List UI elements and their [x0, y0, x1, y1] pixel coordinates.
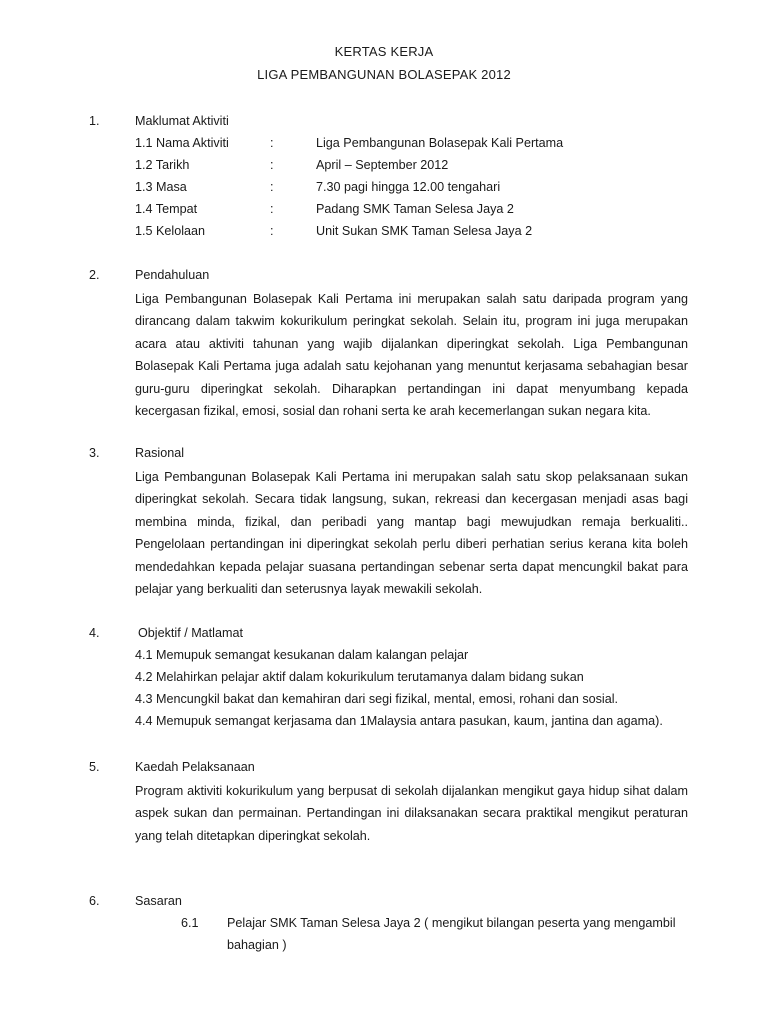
info-label: 1.2 Tarikh	[135, 158, 190, 172]
objective-item: 4.4 Memupuk semangat kerjasama dan 1Malaysia antara pasukan, kaum, jantina dan agama).	[135, 714, 663, 728]
section-paragraph: Liga Pembangunan Bolasepak Kali Pertama ini merupakan salah satu skop pelaksanaan sukan diperingkat sekolah. Secara tidak langsung, sukan, rekreasi dan kecergasan menjadi asas bagi membina minda, fizikal, dan peribadi yang mantap bagi mewujudkan remaja berkualiti.. Pengelolaan pertandingan ini diperingkat sekolah perlu diberi perhatian serius kerana kita boleh mendedahkan kepada pelajar suasana pertandingan sebenar serta dapat mencungkil bakat para pelajar yang berkualiti dan seterusnya layak mewakili sekolah.	[135, 470, 688, 597]
info-colon: :	[270, 180, 274, 194]
doc-subtitle: LIGA PEMBANGUNAN BOLASEPAK 2012	[257, 67, 511, 82]
info-value: April – September 2012	[316, 158, 449, 172]
info-label: 1.3 Masa	[135, 180, 187, 194]
objective-item: 4.2 Melahirkan pelajar aktif dalam kokurikulum terutamanya dalam bidang sukan	[135, 670, 584, 684]
info-value: Padang SMK Taman Selesa Jaya 2	[316, 202, 514, 216]
section-heading: Sasaran	[135, 894, 182, 908]
info-value: 7.30 pagi hingga 12.00 tengahari	[316, 180, 501, 194]
section-heading: Pendahuluan	[135, 268, 210, 282]
info-colon: :	[270, 136, 274, 150]
info-label: 1.4 Tempat	[135, 202, 198, 216]
section-heading: Kaedah Pelaksanaan	[135, 760, 255, 774]
section-heading: Maklumat Aktiviti	[135, 114, 229, 128]
section-heading: Objektif / Matlamat	[138, 626, 243, 640]
objective-item: 4.1 Memupuk semangat kesukanan dalam kalangan pelajar	[135, 648, 469, 662]
target-item-text: Pelajar SMK Taman Selesa Jaya 2 ( mengikut bilangan peserta yang mengambil bahagian )	[227, 916, 676, 953]
info-value: Unit Sukan SMK Taman Selesa Jaya 2	[316, 224, 533, 238]
section-paragraph: Program aktiviti kokurikulum yang berpusat di sekolah dijalankan mengikut gaya hidup sihat dalam aspek sukan dan permainan. Pertandingan ini dilaksanakan secara praktikal mengikut peraturan yang telah ditetapkan diperingkat sekolah.	[135, 784, 688, 843]
section-number: 2.	[89, 268, 100, 282]
target-item-number: 6.1	[181, 916, 199, 930]
objective-item: 4.3 Mencungkil bakat dan kemahiran dari segi fizikal, mental, emosi, rohani dan sosial.	[135, 692, 619, 706]
info-colon: :	[270, 158, 274, 172]
doc-title: KERTAS KERJA	[334, 44, 434, 59]
info-colon: :	[270, 224, 274, 238]
info-colon: :	[270, 202, 274, 216]
section-number: 4.	[89, 626, 100, 640]
section-number: 1.	[89, 114, 100, 128]
section-heading: Rasional	[135, 446, 185, 460]
section-number: 3.	[89, 446, 100, 460]
section-number: 5.	[89, 760, 100, 774]
info-value: Liga Pembangunan Bolasepak Kali Pertama	[316, 136, 564, 150]
section-number: 6.	[89, 894, 100, 908]
section-paragraph: Liga Pembangunan Bolasepak Kali Pertama ini merupakan salah satu daripada program yang dirancang dalam takwim kokurikulum peringkat sekolah. Selain itu, program ini juga merupakan acara atau aktiviti tahunan yang wajib dijalankan diperingkat sekolah. Liga Pembangunan Bolasepak Kali Pertama juga adalah satu kejohanan yang menuntut kerjasama sebahagian besar guru-guru diperingkat sekolah. Diharapkan pertandingan ini dapat menyumbang kepada kecergasan fizikal, emosi, sosial dan rohani serta ke arah kecemerlangan sukan negara kita.	[135, 292, 688, 419]
info-label: 1.1 Nama Aktiviti	[135, 136, 229, 150]
info-label: 1.5 Kelolaan	[135, 224, 206, 238]
